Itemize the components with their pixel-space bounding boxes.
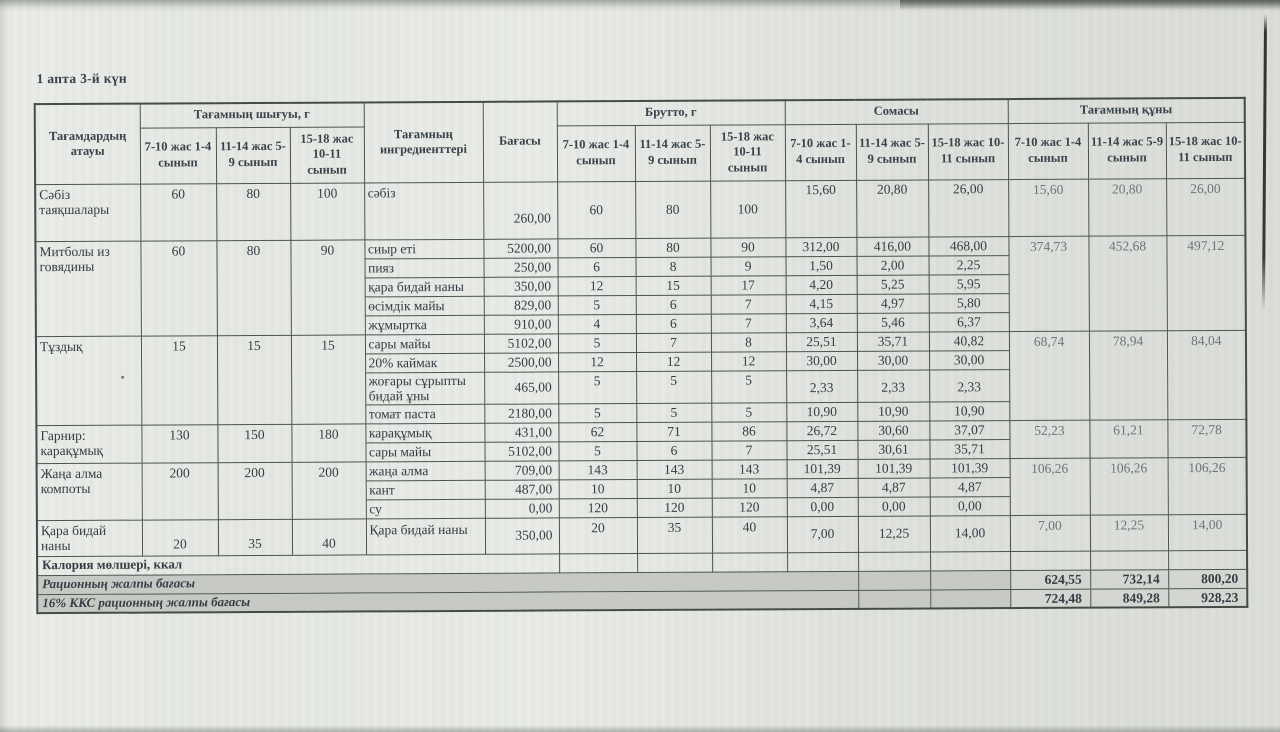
price-cell: 5102,00 [484,333,558,352]
ingredient-cell: карақұмық [365,423,484,443]
sum-cell: 3,64 [786,313,857,332]
sum-cell: 101,39 [787,459,858,478]
brutto-cell: 90 [710,237,785,256]
brutto-cell: 6 [558,257,636,276]
sum-cell: 10,90 [857,402,929,421]
ingredient-cell: жұмыртка [365,315,484,335]
cost-cell: 14,00 [1168,514,1247,550]
dish-name-cell: Сәбіз таяқшалары [35,184,140,242]
price-cell: 0,00 [485,498,559,517]
footer-value-cell: 800,20 [1168,569,1247,588]
price-cell: 2500,00 [484,352,558,371]
brutto-cell: 6 [636,295,711,314]
yield-cell: 150 [217,424,291,462]
pen-dot-artifact [121,376,124,379]
empty-cell [930,570,1010,589]
sum-cell: 37,07 [929,420,1009,439]
sum-cell: 26,72 [786,421,857,440]
sum-cell: 30,61 [857,440,929,459]
yield-cell: 200 [292,461,366,518]
brutto-cell: 80 [635,238,710,257]
footer-value-cell: 732,14 [1090,569,1168,588]
brutto-cell: 12 [636,352,711,371]
brutto-cell: 5 [558,333,636,352]
cost-cell: 78,94 [1089,330,1167,419]
menu-table [34,97,1249,614]
yield-cell: 100 [290,182,364,239]
sum-cell: 35,71 [929,439,1009,458]
empty-cell [787,552,858,571]
ingredient-cell: өсімдік майы [365,296,484,316]
dish-name-cell: Жаңа алма компоты [37,463,142,521]
table-header [35,98,1245,184]
age-col-header: 15-18 жас 10-11 сынып [928,123,1008,179]
cost-cell: 12,25 [1090,514,1168,550]
sum-cell: 5,25 [857,274,929,293]
yield-cell: 200 [142,462,218,519]
ingredient-cell: қара бидай наны [365,277,484,297]
table-row [35,178,1245,241]
footer-value-cell: 849,28 [1090,588,1168,607]
yield-cell: 15 [141,335,217,424]
brutto-cell: 120 [712,497,787,516]
dish-name-cell: Митболы из говядины [35,241,140,337]
cost-cell: 106,26 [1090,457,1168,514]
scan-edge-left [0,0,10,732]
cost-cell: 84,04 [1167,330,1246,419]
sum-cell: 6,37 [929,312,1009,331]
brutto-cell: 5 [558,441,636,460]
ingredient-cell: сары майы [365,334,484,354]
sum-cell: 7,00 [787,516,858,552]
sum-cell: 25,51 [786,332,857,351]
brutto-cell: 7 [711,313,786,332]
yield-cell: 90 [290,239,364,334]
col-header-dish: Тағамдардың атауы [35,104,140,185]
col-group-yield: Тағамның шығуы, г [140,102,364,127]
brutto-cell: 143 [559,460,637,479]
yield-cell: 200 [218,462,292,519]
ingredient-cell: кант [366,480,485,500]
sum-cell: 30,60 [857,421,929,440]
empty-cell [858,571,930,590]
cost-cell: 106,26 [1168,457,1247,514]
footer-label-cell: 16% ККС рационның жалпы бағасы [37,590,858,613]
col-header-ingredients: Тағамның ингредиенттері [364,102,483,183]
footer-value-cell [1168,550,1247,569]
sum-cell: 30,00 [857,350,929,369]
sum-cell: 0,00 [787,497,858,516]
scan-edge-top-right [900,0,1280,10]
brutto-cell: 35 [637,517,712,553]
price-cell: 350,00 [484,276,558,295]
empty-cell [559,553,637,572]
col-group-brutto: Брутто, г [557,100,785,125]
brutto-cell: 7 [711,294,786,313]
ingredient-cell: жаңа алма [366,461,485,481]
ingredient-cell: сары майы [365,442,484,462]
sum-cell: 40,82 [929,331,1009,350]
cost-cell: 374,73 [1008,236,1088,331]
sum-cell: 30,00 [786,351,857,370]
sum-cell: 2,33 [929,369,1009,401]
sum-cell: 312,00 [785,237,856,256]
brutto-cell: 143 [712,459,787,478]
header-row-ages [35,122,1245,184]
col-group-sum: Сомасы [785,99,1008,124]
brutto-cell: 60 [557,181,635,238]
brutto-cell: 7 [711,440,786,459]
brutto-cell: 143 [637,460,712,479]
cost-cell: 68,74 [1009,331,1089,420]
brutto-cell: 10 [712,478,787,497]
sum-cell: 4,87 [787,478,858,497]
brutto-cell: 8 [711,332,786,351]
sum-cell: 4,20 [786,275,857,294]
footer-label-cell: Рационның жалпы бағасы [37,571,858,594]
cost-cell: 52,23 [1009,420,1089,458]
brutto-cell: 10 [637,479,712,498]
brutto-cell: 62 [558,422,636,441]
price-cell: 465,00 [484,371,558,403]
price-cell: 260,00 [483,181,557,238]
brutto-cell: 10 [559,479,637,498]
brutto-cell: 80 [635,181,710,238]
price-cell: 5200,00 [483,238,557,257]
empty-cell [712,552,787,571]
empty-cell [930,589,1010,608]
footer-value-cell: 928,23 [1168,588,1247,607]
yield-cell: 60 [140,183,216,240]
sum-cell: 416,00 [856,236,928,255]
price-cell: 250,00 [484,257,558,276]
brutto-cell: 6 [636,441,711,460]
brutto-cell: 5 [711,402,786,421]
ingredient-cell: жоғары сұрыпты бидай ұны [365,372,484,405]
page-title: 1 апта 3-й күн [36,70,127,87]
cost-cell: 61,21 [1089,419,1167,457]
empty-cell [637,553,712,572]
sum-cell: 26,00 [928,179,1008,236]
age-col-header: 11-14 жас 5-9 сынып [856,123,928,179]
cost-cell: 72,78 [1167,419,1246,457]
sum-cell: 468,00 [928,236,1008,255]
sum-cell: 15,60 [785,180,856,237]
age-col-header: 11-14 жас 5-9 сынып [216,127,290,183]
ingredient-cell: 20% каймак [365,353,484,373]
ingredient-cell: томат паста [365,404,484,424]
ingredient-cell: Қара бидай наны [366,518,485,555]
brutto-cell: 86 [711,421,786,440]
sum-cell: 25,51 [786,440,857,459]
brutto-cell: 8 [636,257,711,276]
sum-cell: 10,90 [929,401,1009,420]
footer-value-cell: 724,48 [1010,589,1090,608]
sum-cell: 4,97 [857,293,929,312]
age-col-header: 7-10 жас 1-4 сынып [785,124,856,180]
sum-cell: 12,25 [858,516,930,552]
price-cell: 350,00 [485,517,559,553]
ingredient-cell: су [366,499,485,519]
sum-cell: 35,71 [857,331,929,350]
sum-cell: 101,39 [858,459,930,478]
brutto-cell: 15 [636,276,711,295]
dish-name-cell: Қара бидай наны [37,520,142,557]
sum-cell: 4,87 [858,478,930,497]
table-body [35,178,1247,613]
brutto-cell: 9 [711,256,786,275]
sum-cell: 0,00 [930,496,1010,515]
sum-cell: 5,46 [857,312,929,331]
age-col-header: 15-18 жас 10-11 сынып [1166,122,1245,178]
footer-value-cell: 624,55 [1010,570,1090,589]
price-cell: 431,00 [484,422,558,441]
ingredient-cell: пияз [365,258,484,278]
sum-cell: 2,33 [786,370,857,402]
brutto-cell: 40 [712,516,787,552]
yield-cell: 15 [217,335,291,424]
sum-cell: 1,50 [786,256,857,275]
sum-cell: 5,80 [929,293,1009,312]
ingredient-cell: сәбіз [364,182,483,240]
sum-cell: 4,87 [930,477,1010,496]
col-header-price: Бағасы [483,101,557,181]
yield-cell: 60 [140,240,216,335]
empty-cell [930,551,1010,570]
dish-name-cell: Тұздық [36,336,141,426]
empty-cell [858,552,930,571]
cost-cell: 106,26 [1010,458,1090,515]
brutto-cell: 12 [711,351,786,370]
sum-cell: 2,33 [857,369,929,401]
cost-cell: 497,12 [1166,235,1245,330]
price-cell: 2180,00 [484,403,558,422]
sum-cell: 30,00 [929,350,1009,369]
yield-cell: 40 [292,518,366,554]
age-col-header: 15-18 жас 10-11 сынып [290,126,364,182]
brutto-cell: 20 [559,517,637,553]
cost-cell: 20,80 [1088,178,1166,235]
price-cell: 5102,00 [484,441,558,460]
brutto-cell: 7 [636,333,711,352]
sum-cell: 101,39 [930,458,1010,477]
brutto-cell: 12 [558,276,636,295]
cost-cell: 15,60 [1008,179,1088,236]
age-col-header: 15-18 жас 10-11 сынып [710,124,785,180]
age-col-header: 7-10 жас 1-4 сынып [557,125,635,181]
brutto-cell: 71 [636,422,711,441]
yield-cell: 80 [216,183,290,240]
sum-cell: 5,95 [929,274,1009,293]
brutto-cell: 5 [558,371,636,403]
brutto-cell: 5 [636,403,711,422]
sum-cell: 10,90 [786,402,857,421]
yield-cell: 20 [142,519,218,555]
yield-cell: 80 [216,240,290,335]
brutto-cell: 60 [557,238,635,257]
brutto-cell: 5 [558,295,636,314]
yield-cell: 15 [291,334,365,423]
price-cell: 709,00 [485,460,559,479]
age-col-header: 11-14 жас 5-9 сынып [1088,122,1166,178]
cost-cell: 7,00 [1010,515,1090,551]
yield-cell: 180 [291,423,365,461]
footer-value-cell [1090,550,1168,569]
footer-value-cell [1010,551,1090,570]
brutto-cell: 17 [711,275,786,294]
footer-label-cell: Калория мөлшері, ккал [37,553,559,575]
brutto-cell: 120 [637,498,712,517]
sum-cell: 4,15 [786,294,857,313]
empty-cell [858,590,930,609]
price-cell: 910,00 [484,314,558,333]
brutto-cell: 12 [558,352,636,371]
cost-cell: 452,68 [1088,235,1166,330]
yield-cell: 130 [141,424,217,462]
scan-edge-bottom [0,725,1280,732]
sum-cell: 20,80 [856,179,928,236]
col-group-cost: Тағамның құны [1008,98,1245,123]
price-cell: 829,00 [484,295,558,314]
sum-cell: 14,00 [930,515,1010,551]
age-col-header: 7-10 жас 1-4 сынып [140,127,216,183]
sum-cell: 2,00 [857,255,929,274]
sum-cell: 0,00 [858,497,930,516]
brutto-cell: 5 [711,370,786,402]
cost-cell: 26,00 [1166,178,1245,235]
dish-name-cell: Гарнир: карақұмық [36,425,141,464]
age-col-header: 11-14 жас 5-9 сынып [635,125,710,181]
age-col-header: 7-10 жас 1-4 сынып [1008,123,1088,179]
brutto-cell: 120 [559,498,637,517]
brutto-cell: 5 [558,403,636,422]
brutto-cell: 4 [558,314,636,333]
yield-cell: 35 [218,519,292,555]
sum-cell: 2,25 [929,255,1009,274]
ingredient-cell: сиыр еті [364,239,483,259]
price-cell: 487,00 [485,479,559,498]
brutto-cell: 5 [636,371,711,403]
brutto-cell: 6 [636,314,711,333]
brutto-cell: 100 [710,180,785,237]
